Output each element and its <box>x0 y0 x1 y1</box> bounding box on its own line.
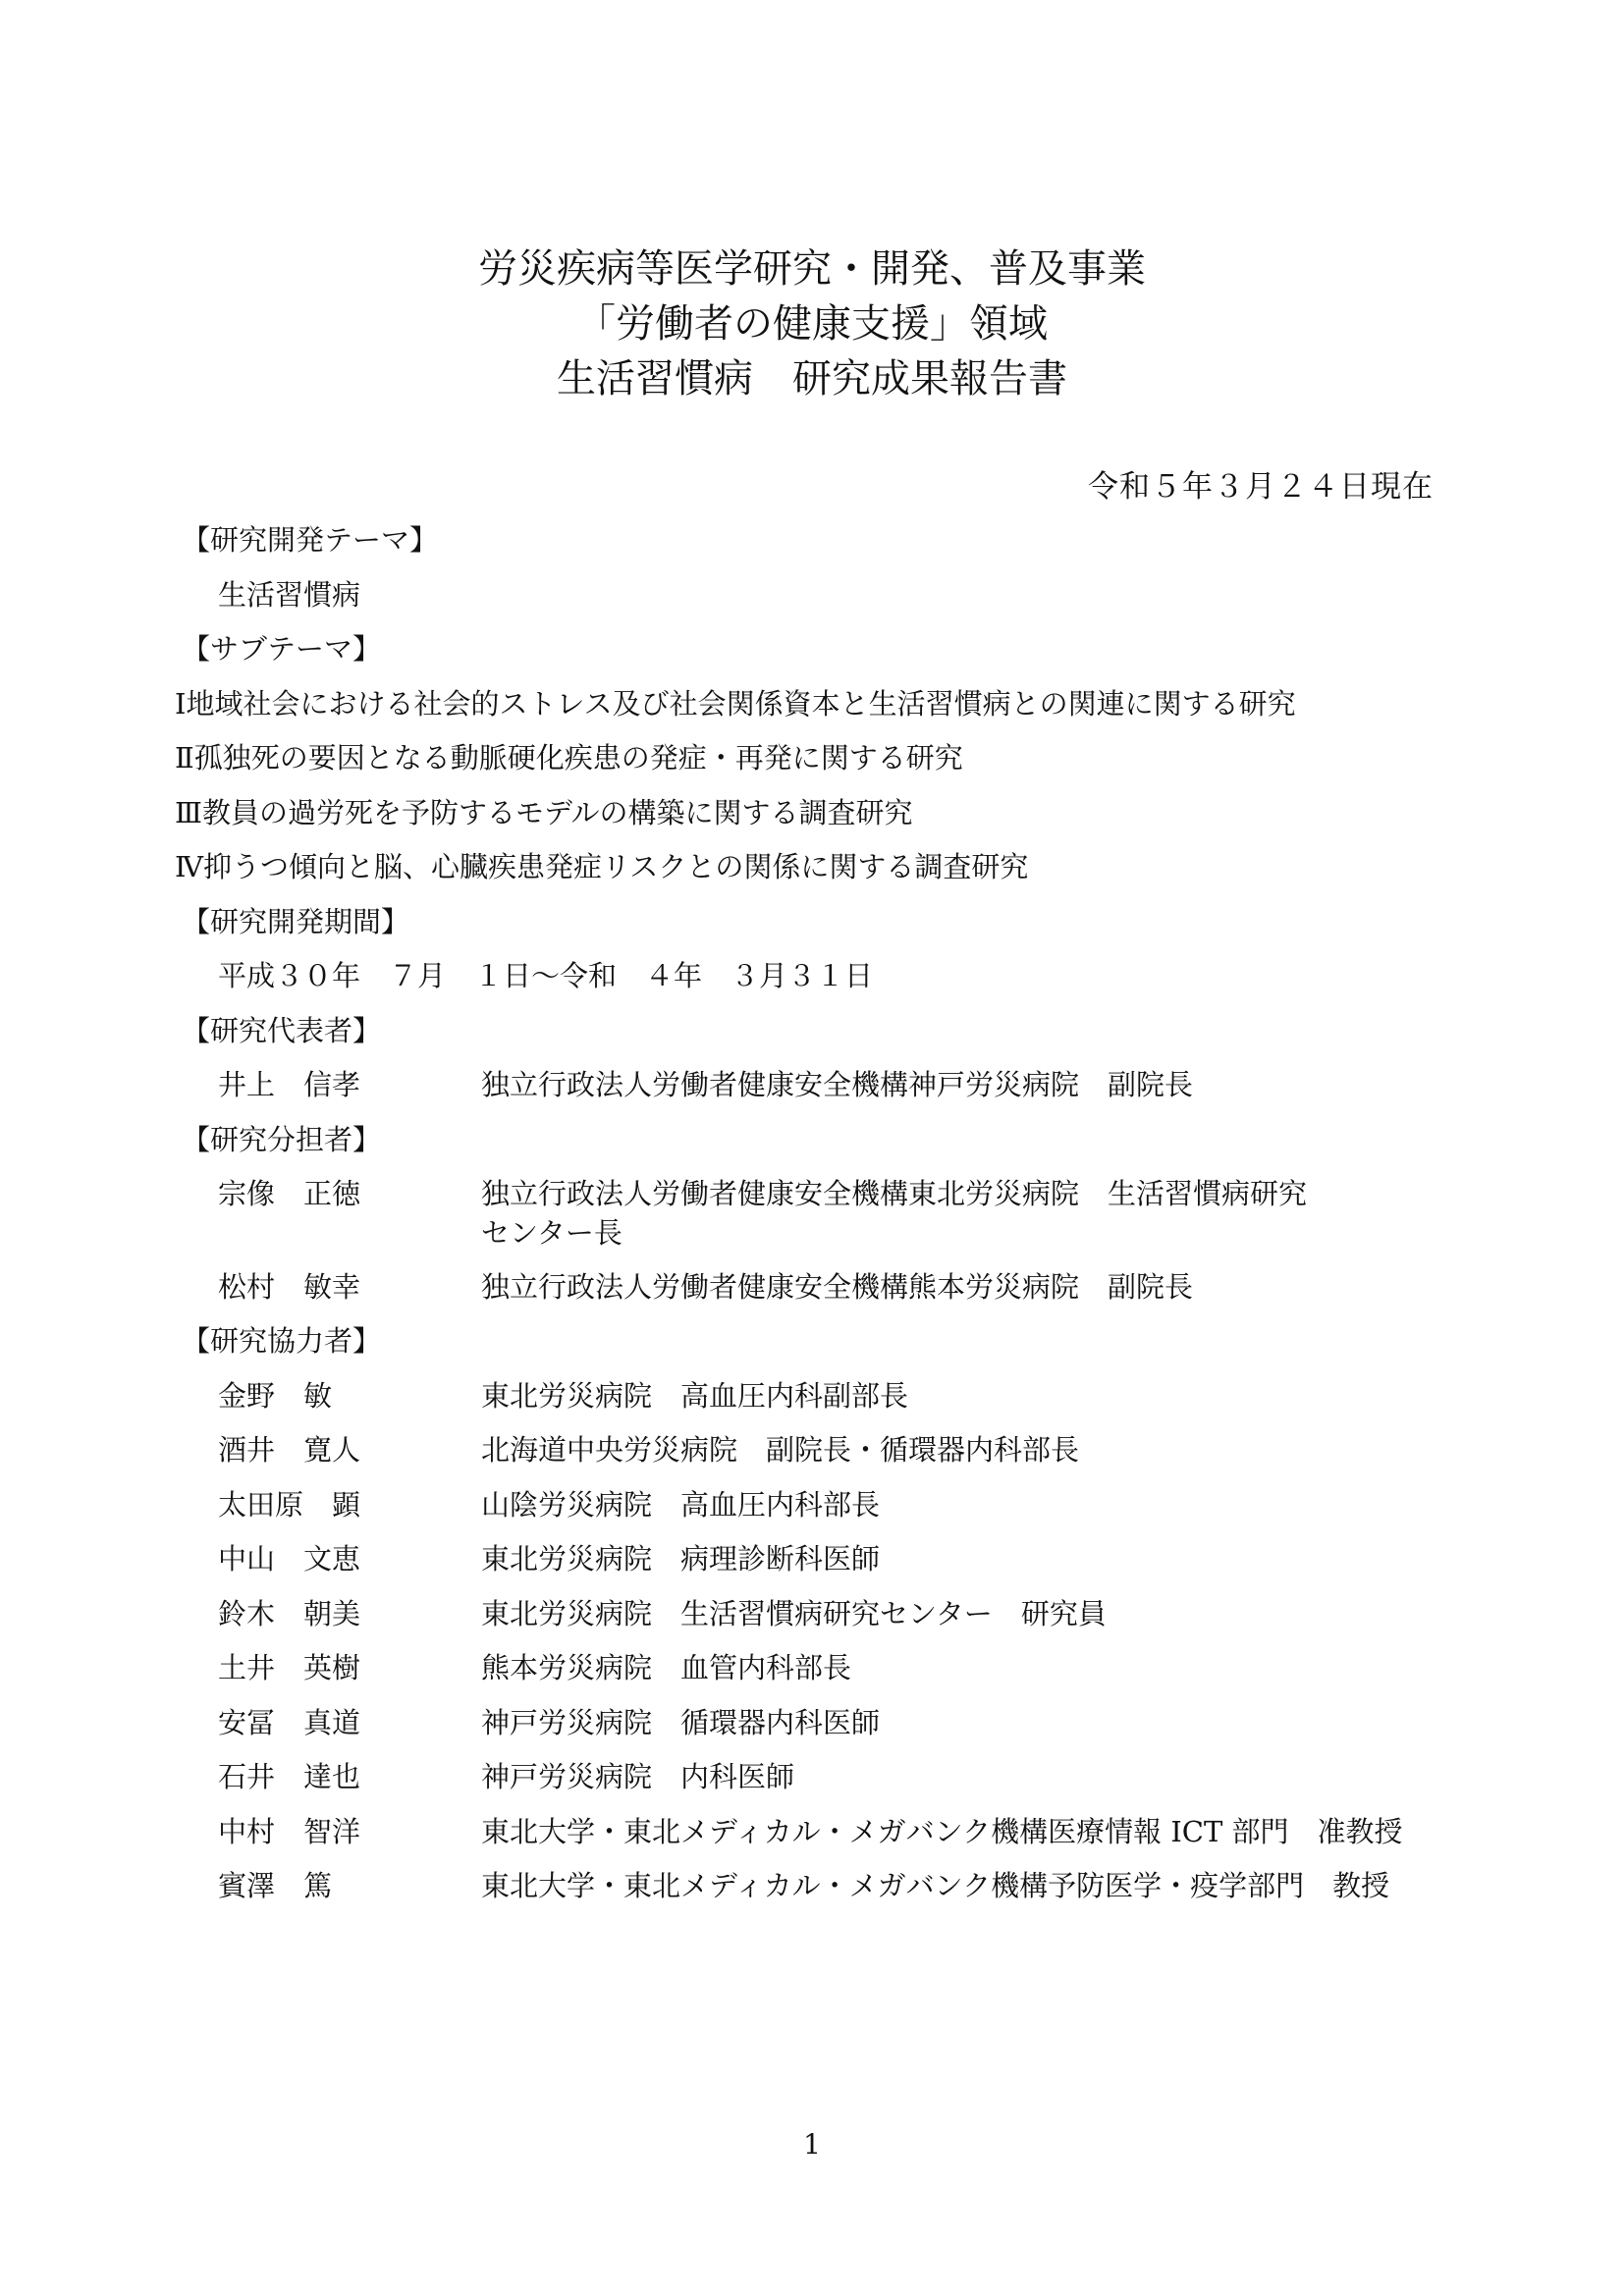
person-affiliation: 東北労災病院 高血圧内科副部長 <box>481 1379 909 1413</box>
report-date: 令和５年３月２４日現在 <box>1088 469 1434 505</box>
person-name: 土井 英樹 <box>218 1651 361 1684</box>
person-name: 賓澤 篤 <box>218 1869 333 1902</box>
person-name: 中村 智洋 <box>218 1815 361 1848</box>
page-number: 1 <box>803 2128 821 2161</box>
title-line-3: 生活習慣病 研究成果報告書 <box>557 356 1067 401</box>
person-affiliation: 神戸労災病院 内科医師 <box>481 1760 795 1793</box>
representative-heading: 【研究代表者】 <box>182 1014 382 1047</box>
subtheme-heading: 【サブテーマ】 <box>182 632 382 666</box>
person-name: 松村 敏幸 <box>218 1270 361 1304</box>
subtheme-item: Ⅳ抑うつ傾向と脳、心臓疾患発症リスクとの関係に関する調査研究 <box>175 850 1029 883</box>
person-affiliation: 神戸労災病院 循環器内科医師 <box>481 1706 881 1739</box>
person-name: 中山 文恵 <box>218 1542 361 1575</box>
sharers-heading: 【研究分担者】 <box>182 1123 382 1156</box>
person-affiliation: 北海道中央労災病院 副院長・循環器内科部長 <box>481 1433 1080 1467</box>
person-name: 鈴木 朝美 <box>218 1597 361 1630</box>
person-affiliation: 山陰労災病院 高血圧内科部長 <box>481 1488 881 1522</box>
subtheme-item: Ⅱ孤独死の要因となる動脈硬化疾患の発症・再発に関する研究 <box>175 741 963 774</box>
person-affiliation: 東北労災病院 生活習慣病研究センター 研究員 <box>481 1597 1107 1630</box>
person-affiliation: 東北大学・東北メディカル・メガバンク機構予防医学・疫学部門 教授 <box>481 1869 1390 1902</box>
person-affiliation: 独立行政法人労働者健康安全機構東北労災病院 生活習慣病研究 <box>481 1177 1308 1210</box>
person-name: 太田原 顕 <box>218 1488 361 1522</box>
person-name: 酒井 寛人 <box>218 1433 361 1467</box>
theme-value: 生活習慣病 <box>218 578 361 612</box>
title-line-1: 労災疾病等医学研究・開発、普及事業 <box>478 246 1146 292</box>
person-name: 金野 敏 <box>218 1379 333 1413</box>
person-affiliation: 東北労災病院 病理診断科医師 <box>481 1542 881 1575</box>
period-value: 平成３０年 ７月 １日～令和 ４年 ３月３１日 <box>218 959 874 992</box>
person-affiliation: 熊本労災病院 血管内科部長 <box>481 1651 852 1684</box>
person-affiliation: 独立行政法人労働者健康安全機構神戸労災病院 副院長 <box>481 1068 1194 1101</box>
collaborators-heading: 【研究協力者】 <box>182 1324 382 1358</box>
theme-heading: 【研究開発テーマ】 <box>182 523 439 557</box>
subtheme-item: Ⅲ教員の過労死を予防するモデルの構築に関する調査研究 <box>175 796 913 829</box>
subtheme-item: Ⅰ地域社会における社会的ストレス及び社会関係資本と生活習慣病との関連に関する研究 <box>175 687 1296 721</box>
person-name: 安冨 真道 <box>218 1706 361 1739</box>
title-line-2: 「労働者の健康支援」領域 <box>576 301 1048 347</box>
person-name: 宗像 正徳 <box>218 1177 361 1210</box>
person-name: 石井 達也 <box>218 1760 361 1793</box>
period-heading: 【研究開発期間】 <box>182 905 410 938</box>
person-affiliation-continued: センター長 <box>481 1216 623 1250</box>
person-affiliation: 東北大学・東北メディカル・メガバンク機構医療情報 ICT 部門 准教授 <box>481 1815 1403 1848</box>
person-name: 井上 信孝 <box>218 1068 361 1101</box>
person-affiliation: 独立行政法人労働者健康安全機構熊本労災病院 副院長 <box>481 1270 1194 1304</box>
